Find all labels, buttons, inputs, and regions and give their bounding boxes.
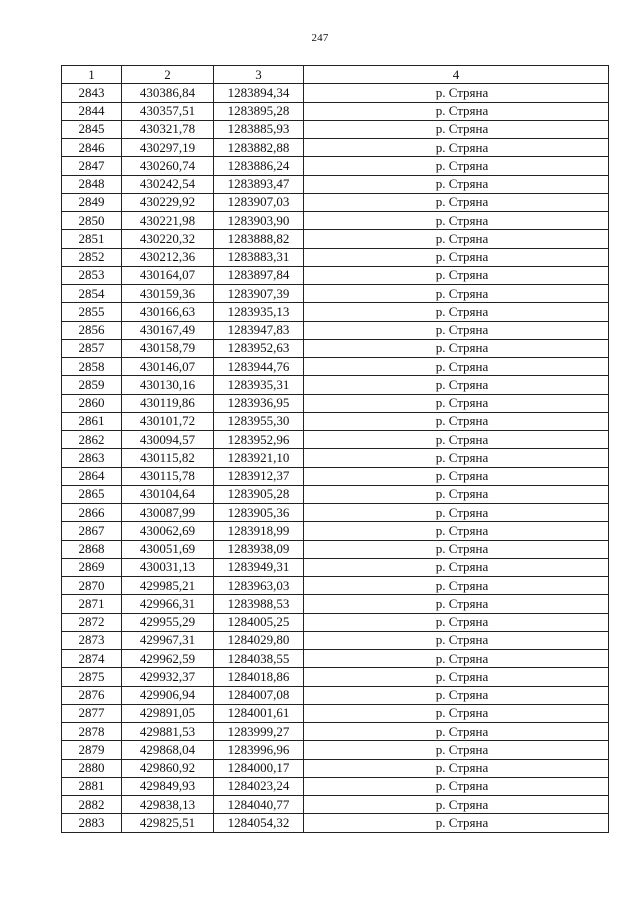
y-coordinate-cell: 1283952,96 <box>214 431 304 449</box>
table-row <box>62 303 609 321</box>
table-row <box>62 339 609 357</box>
x-coordinate-cell: 430321,78 <box>122 120 214 138</box>
point-number-cell: 2854 <box>62 285 122 303</box>
x-coordinate-cell: 429966,31 <box>122 595 214 613</box>
table-row <box>62 394 609 412</box>
table-row <box>62 540 609 558</box>
object-name-cell: р. Стряна <box>304 394 609 412</box>
x-coordinate-cell: 430031,13 <box>122 558 214 576</box>
table-row <box>62 777 609 795</box>
point-number-cell: 2880 <box>62 759 122 777</box>
x-coordinate-cell: 430119,86 <box>122 394 214 412</box>
y-coordinate-cell: 1283886,24 <box>214 157 304 175</box>
x-coordinate-cell: 429825,51 <box>122 814 214 832</box>
point-number-cell: 2856 <box>62 321 122 339</box>
point-number-cell: 2883 <box>62 814 122 832</box>
x-coordinate-cell: 430229,92 <box>122 193 214 211</box>
column-header-1: 1 <box>62 66 122 84</box>
x-coordinate-cell: 430087,99 <box>122 504 214 522</box>
x-coordinate-cell: 430167,49 <box>122 321 214 339</box>
x-coordinate-cell: 430104,64 <box>122 485 214 503</box>
object-name-cell: р. Стряна <box>304 759 609 777</box>
table-row <box>62 266 609 284</box>
table-row <box>62 723 609 741</box>
x-coordinate-cell: 430146,07 <box>122 358 214 376</box>
y-coordinate-cell: 1284054,32 <box>214 814 304 832</box>
point-number-cell: 2862 <box>62 431 122 449</box>
y-coordinate-cell: 1283894,34 <box>214 84 304 102</box>
table-row <box>62 449 609 467</box>
y-coordinate-cell: 1283963,03 <box>214 577 304 595</box>
x-coordinate-cell: 430220,32 <box>122 230 214 248</box>
point-number-cell: 2858 <box>62 358 122 376</box>
point-number-cell: 2871 <box>62 595 122 613</box>
table-row <box>62 120 609 138</box>
object-name-cell: р. Стряна <box>304 723 609 741</box>
point-number-cell: 2881 <box>62 777 122 795</box>
object-name-cell: р. Стряна <box>304 449 609 467</box>
x-coordinate-cell: 429955,29 <box>122 613 214 631</box>
point-number-cell: 2850 <box>62 212 122 230</box>
table-row <box>62 558 609 576</box>
point-number-cell: 2843 <box>62 84 122 102</box>
y-coordinate-cell: 1284040,77 <box>214 796 304 814</box>
y-coordinate-cell: 1283888,82 <box>214 230 304 248</box>
table-row <box>62 376 609 394</box>
table-row <box>62 650 609 668</box>
y-coordinate-cell: 1283903,90 <box>214 212 304 230</box>
x-coordinate-cell: 429932,37 <box>122 668 214 686</box>
point-number-cell: 2860 <box>62 394 122 412</box>
object-name-cell: р. Стряна <box>304 704 609 722</box>
object-name-cell: р. Стряна <box>304 595 609 613</box>
point-number-cell: 2861 <box>62 412 122 430</box>
page-number: 247 <box>311 32 329 44</box>
object-name-cell: р. Стряна <box>304 321 609 339</box>
x-coordinate-cell: 429860,92 <box>122 759 214 777</box>
point-number-cell: 2852 <box>62 248 122 266</box>
x-coordinate-cell: 430130,16 <box>122 376 214 394</box>
point-number-cell: 2874 <box>62 650 122 668</box>
table-row <box>62 139 609 157</box>
y-coordinate-cell: 1283905,28 <box>214 485 304 503</box>
x-coordinate-cell: 429985,21 <box>122 577 214 595</box>
y-coordinate-cell: 1283895,28 <box>214 102 304 120</box>
y-coordinate-cell: 1283885,93 <box>214 120 304 138</box>
object-name-cell: р. Стряна <box>304 84 609 102</box>
object-name-cell: р. Стряна <box>304 303 609 321</box>
table-row <box>62 358 609 376</box>
object-name-cell: р. Стряна <box>304 157 609 175</box>
y-coordinate-cell: 1283918,99 <box>214 522 304 540</box>
y-coordinate-cell: 1283996,96 <box>214 741 304 759</box>
table-row <box>62 285 609 303</box>
point-number-cell: 2873 <box>62 631 122 649</box>
point-number-cell: 2845 <box>62 120 122 138</box>
object-name-cell: р. Стряна <box>304 613 609 631</box>
y-coordinate-cell: 1283905,36 <box>214 504 304 522</box>
object-name-cell: р. Стряна <box>304 814 609 832</box>
x-coordinate-cell: 430297,19 <box>122 139 214 157</box>
object-name-cell: р. Стряна <box>304 485 609 503</box>
x-coordinate-cell: 430357,51 <box>122 102 214 120</box>
y-coordinate-cell: 1283944,76 <box>214 358 304 376</box>
y-coordinate-cell: 1283935,13 <box>214 303 304 321</box>
table-row <box>62 412 609 430</box>
x-coordinate-cell: 430062,69 <box>122 522 214 540</box>
object-name-cell: р. Стряна <box>304 212 609 230</box>
column-header-3: 3 <box>214 66 304 84</box>
point-number-cell: 2865 <box>62 485 122 503</box>
point-number-cell: 2851 <box>62 230 122 248</box>
object-name-cell: р. Стряна <box>304 668 609 686</box>
y-coordinate-cell: 1283893,47 <box>214 175 304 193</box>
y-coordinate-cell: 1284018,86 <box>214 668 304 686</box>
y-coordinate-cell: 1284007,08 <box>214 686 304 704</box>
table-row <box>62 595 609 613</box>
y-coordinate-cell: 1283907,03 <box>214 193 304 211</box>
object-name-cell: р. Стряна <box>304 577 609 595</box>
object-name-cell: р. Стряна <box>304 741 609 759</box>
table-row <box>62 522 609 540</box>
x-coordinate-cell: 429881,53 <box>122 723 214 741</box>
y-coordinate-cell: 1284038,55 <box>214 650 304 668</box>
object-name-cell: р. Стряна <box>304 102 609 120</box>
x-coordinate-cell: 429838,13 <box>122 796 214 814</box>
y-coordinate-cell: 1283912,37 <box>214 467 304 485</box>
point-number-cell: 2853 <box>62 266 122 284</box>
object-name-cell: р. Стряна <box>304 777 609 795</box>
point-number-cell: 2870 <box>62 577 122 595</box>
x-coordinate-cell: 430115,82 <box>122 449 214 467</box>
y-coordinate-cell: 1284000,17 <box>214 759 304 777</box>
object-name-cell: р. Стряна <box>304 650 609 668</box>
coordinates-table <box>61 65 609 833</box>
y-coordinate-cell: 1283897,84 <box>214 266 304 284</box>
point-number-cell: 2877 <box>62 704 122 722</box>
table-row <box>62 704 609 722</box>
x-coordinate-cell: 430159,36 <box>122 285 214 303</box>
x-coordinate-cell: 430164,07 <box>122 266 214 284</box>
y-coordinate-cell: 1283999,27 <box>214 723 304 741</box>
object-name-cell: р. Стряна <box>304 339 609 357</box>
table-row <box>62 193 609 211</box>
x-coordinate-cell: 430115,78 <box>122 467 214 485</box>
table-row <box>62 175 609 193</box>
object-name-cell: р. Стряна <box>304 504 609 522</box>
table-row <box>62 212 609 230</box>
x-coordinate-cell: 429891,05 <box>122 704 214 722</box>
table-row <box>62 741 609 759</box>
header-row <box>62 66 609 84</box>
object-name-cell: р. Стряна <box>304 412 609 430</box>
x-coordinate-cell: 429868,04 <box>122 741 214 759</box>
x-coordinate-cell: 430242,54 <box>122 175 214 193</box>
table-row <box>62 631 609 649</box>
table-row <box>62 577 609 595</box>
x-coordinate-cell: 430094,57 <box>122 431 214 449</box>
y-coordinate-cell: 1283938,09 <box>214 540 304 558</box>
point-number-cell: 2869 <box>62 558 122 576</box>
x-coordinate-cell: 430101,72 <box>122 412 214 430</box>
point-number-cell: 2855 <box>62 303 122 321</box>
point-number-cell: 2878 <box>62 723 122 741</box>
y-coordinate-cell: 1283921,10 <box>214 449 304 467</box>
x-coordinate-cell: 430158,79 <box>122 339 214 357</box>
x-coordinate-cell: 429906,94 <box>122 686 214 704</box>
y-coordinate-cell: 1284001,61 <box>214 704 304 722</box>
y-coordinate-cell: 1283882,88 <box>214 139 304 157</box>
x-coordinate-cell: 429962,59 <box>122 650 214 668</box>
point-number-cell: 2866 <box>62 504 122 522</box>
point-number-cell: 2876 <box>62 686 122 704</box>
point-number-cell: 2847 <box>62 157 122 175</box>
y-coordinate-cell: 1283883,31 <box>214 248 304 266</box>
table-header <box>62 66 609 84</box>
x-coordinate-cell: 430212,36 <box>122 248 214 266</box>
table-row <box>62 431 609 449</box>
object-name-cell: р. Стряна <box>304 522 609 540</box>
object-name-cell: р. Стряна <box>304 139 609 157</box>
y-coordinate-cell: 1284023,24 <box>214 777 304 795</box>
y-coordinate-cell: 1283952,63 <box>214 339 304 357</box>
y-coordinate-cell: 1283947,83 <box>214 321 304 339</box>
object-name-cell: р. Стряна <box>304 120 609 138</box>
table-row <box>62 485 609 503</box>
table-row <box>62 504 609 522</box>
y-coordinate-cell: 1284005,25 <box>214 613 304 631</box>
point-number-cell: 2864 <box>62 467 122 485</box>
y-coordinate-cell: 1283988,53 <box>214 595 304 613</box>
object-name-cell: р. Стряна <box>304 230 609 248</box>
point-number-cell: 2875 <box>62 668 122 686</box>
object-name-cell: р. Стряна <box>304 796 609 814</box>
y-coordinate-cell: 1283936,95 <box>214 394 304 412</box>
table-row <box>62 321 609 339</box>
object-name-cell: р. Стряна <box>304 193 609 211</box>
x-coordinate-cell: 430260,74 <box>122 157 214 175</box>
object-name-cell: р. Стряна <box>304 467 609 485</box>
point-number-cell: 2848 <box>62 175 122 193</box>
x-coordinate-cell: 430051,69 <box>122 540 214 558</box>
point-number-cell: 2844 <box>62 102 122 120</box>
object-name-cell: р. Стряна <box>304 558 609 576</box>
object-name-cell: р. Стряна <box>304 376 609 394</box>
object-name-cell: р. Стряна <box>304 686 609 704</box>
point-number-cell: 2846 <box>62 139 122 157</box>
y-coordinate-cell: 1284029,80 <box>214 631 304 649</box>
object-name-cell: р. Стряна <box>304 631 609 649</box>
point-number-cell: 2872 <box>62 613 122 631</box>
table-row <box>62 84 609 102</box>
y-coordinate-cell: 1283935,31 <box>214 376 304 394</box>
table-row <box>62 613 609 631</box>
object-name-cell: р. Стряна <box>304 248 609 266</box>
point-number-cell: 2868 <box>62 540 122 558</box>
y-coordinate-cell: 1283907,39 <box>214 285 304 303</box>
table-row <box>62 230 609 248</box>
table-row <box>62 686 609 704</box>
object-name-cell: р. Стряна <box>304 358 609 376</box>
x-coordinate-cell: 430166,63 <box>122 303 214 321</box>
object-name-cell: р. Стряна <box>304 431 609 449</box>
table-row <box>62 102 609 120</box>
x-coordinate-cell: 430386,84 <box>122 84 214 102</box>
table-row <box>62 759 609 777</box>
point-number-cell: 2849 <box>62 193 122 211</box>
object-name-cell: р. Стряна <box>304 540 609 558</box>
table-row <box>62 668 609 686</box>
y-coordinate-cell: 1283949,31 <box>214 558 304 576</box>
point-number-cell: 2859 <box>62 376 122 394</box>
x-coordinate-cell: 429849,93 <box>122 777 214 795</box>
column-header-4: 4 <box>304 66 609 84</box>
object-name-cell: р. Стряна <box>304 266 609 284</box>
point-number-cell: 2857 <box>62 339 122 357</box>
x-coordinate-cell: 429967,31 <box>122 631 214 649</box>
object-name-cell: р. Стряна <box>304 285 609 303</box>
table-row <box>62 814 609 832</box>
table-row <box>62 467 609 485</box>
table-body <box>62 84 609 832</box>
point-number-cell: 2882 <box>62 796 122 814</box>
point-number-cell: 2867 <box>62 522 122 540</box>
point-number-cell: 2863 <box>62 449 122 467</box>
column-header-2: 2 <box>122 66 214 84</box>
table-row <box>62 796 609 814</box>
y-coordinate-cell: 1283955,30 <box>214 412 304 430</box>
table-row <box>62 248 609 266</box>
table-row <box>62 157 609 175</box>
x-coordinate-cell: 430221,98 <box>122 212 214 230</box>
object-name-cell: р. Стряна <box>304 175 609 193</box>
point-number-cell: 2879 <box>62 741 122 759</box>
